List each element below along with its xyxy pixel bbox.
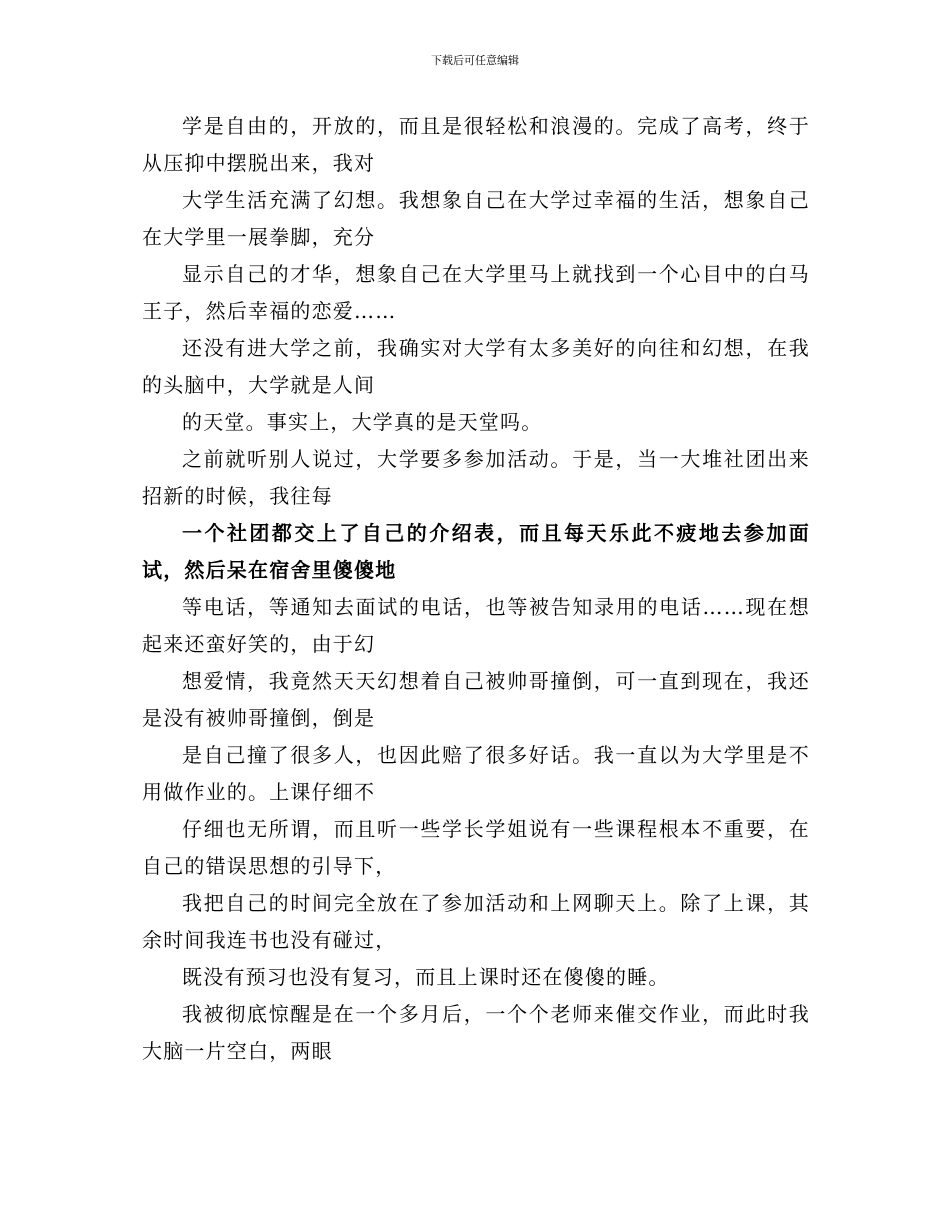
paragraph: 我被彻底惊醒是在一个多月后，一个个老师来催交作业，而此时我大脑一片空白，两眼	[142, 1002, 810, 1063]
paragraph: 还没有进大学之前，我确实对大学有太多美好的向往和幻想，在我的头脑中，大学就是人间	[142, 336, 810, 397]
paragraph: 仔细也无所谓，而且听一些学长学姐说有一些课程根本不重要，在自己的错误思想的引导下，	[142, 817, 810, 878]
paragraph: 的天堂。事实上，大学真的是天堂吗。	[182, 410, 543, 434]
paragraph: 之前就听别人说过，大学要多参加活动。于是，当一大堆社团出来招新的时候，我往每	[142, 447, 810, 508]
paragraph: 想爱情，我竟然天天幻想着自己被帅哥撞倒，可一直到现在，我还是没有被帅哥撞倒，倒是	[142, 669, 810, 730]
paragraph: 大学生活充满了幻想。我想象自己在大学过幸福的生活，想象自己在大学里一展拳脚，充分	[142, 188, 810, 249]
paragraph: 等电话，等通知去面试的电话，也等被告知录用的电话……现在想起来还蛮好笑的，由于幻	[142, 595, 810, 656]
paragraph: 既没有预习也没有复习，而且上课时还在傻傻的睡。	[182, 965, 670, 989]
paragraph: 我把自己的时间完全放在了参加活动和上网聊天上。除了上课，其余时间我连书也没有碰过，	[142, 891, 810, 952]
body-text	[142, 108, 810, 1070]
paragraph-bold: 一个社团都交上了自己的介绍表，而且每天乐此不疲地去参加面试，然后呆在宿舍里傻傻地	[142, 521, 810, 582]
paragraph: 显示自己的才华，想象自己在大学里马上就找到一个心目中的白马王子，然后幸福的恋爱……	[142, 262, 810, 323]
page-header: 下载后可任意编辑	[431, 54, 519, 67]
paragraph: 是自己撞了很多人，也因此赔了很多好话。我一直以为大学里是不用做作业的。上课仔细不	[142, 743, 810, 804]
paragraph: 学是自由的，开放的，而且是很轻松和浪漫的。完成了高考，终于从压抑中摆脱出来，我对	[142, 114, 810, 175]
